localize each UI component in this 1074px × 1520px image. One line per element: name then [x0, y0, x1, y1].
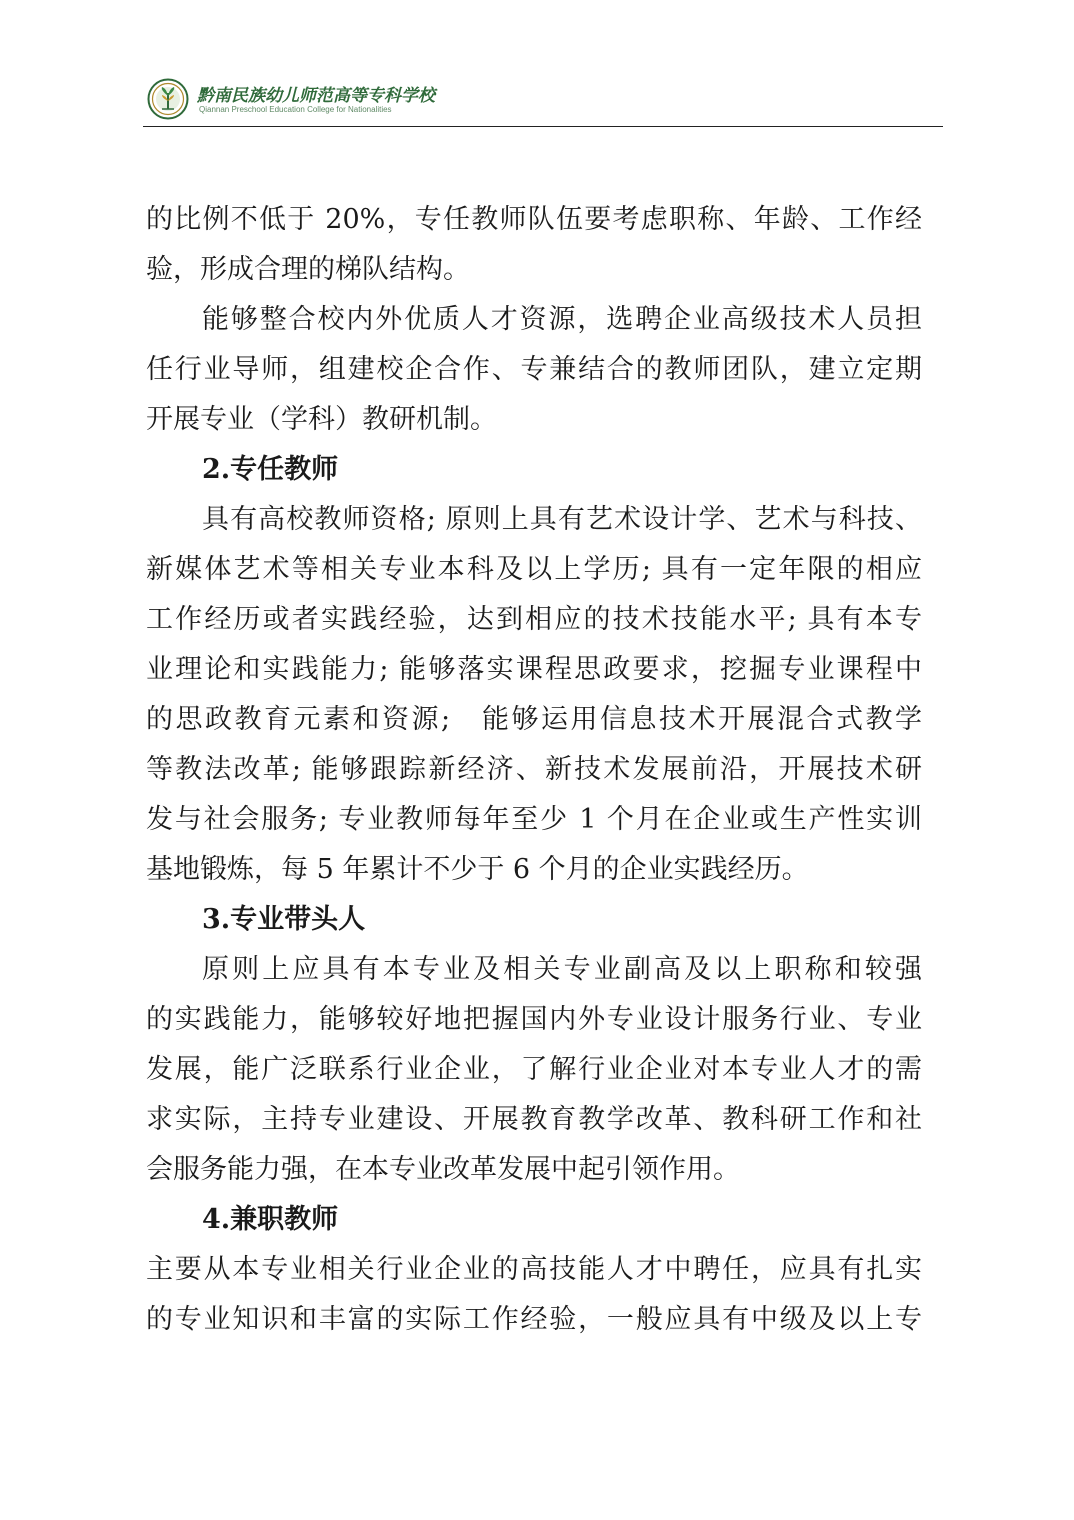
- document-body: [146, 195, 922, 1345]
- header-divider: [143, 126, 943, 127]
- text-line: 会服务能力强，在本专业改革发展中起引领作用。: [146, 1154, 740, 1185]
- text-line: 发与社会服务; 专业教师每年至少 1 个月在企业或生产性实训: [146, 804, 922, 835]
- text-line: 任行业导师，组建校企合作、专兼结合的教师团队，建立定期: [146, 354, 922, 385]
- paragraph-first-line: 原则上应具有本专业及相关专业副高及以上职称和较强: [202, 954, 922, 985]
- section-heading-program-leader: 3.专业带头人: [202, 904, 366, 935]
- text-line: 验，形成合理的梯队结构。: [146, 254, 470, 285]
- school-name-english: Qiannan Preschool Education College for Nationalities: [199, 105, 392, 114]
- text-line: 主要从本专业相关行业企业的高技能人才中聘任，应具有扎实: [146, 1254, 922, 1285]
- school-logo-icon: [147, 78, 189, 120]
- text-line: 发展，能广泛联系行业企业，了解行业企业对本专业人才的需: [146, 1054, 922, 1085]
- text-line: 求实际，主持专业建设、开展教育教学改革、教科研工作和社: [146, 1104, 922, 1135]
- text-line: 的比例不低于 20%，专任教师队伍要考虑职称、年龄、工作经: [146, 204, 922, 235]
- page-header: [143, 72, 943, 128]
- school-name: 黔南民族幼儿师范高等专科学校: [197, 86, 435, 106]
- text-line: 基地锻炼，每 5 年累计不少于 6 个月的企业实践经历。: [146, 854, 809, 885]
- text-line: 的思政教育元素和资源; 能够运用信息技术开展混合式教学: [146, 704, 922, 735]
- text-line: 等教法改革; 能够跟踪新经济、新技术发展前沿，开展技术研: [146, 754, 922, 785]
- text-line: 的专业知识和丰富的实际工作经验，一般应具有中级及以上专: [146, 1304, 922, 1335]
- text-line: 工作经历或者实践经验，达到相应的技术技能水平; 具有本专: [146, 604, 922, 635]
- section-heading-full-time-teachers: 2.专任教师: [202, 454, 339, 485]
- section-heading-part-time-teachers: 4.兼职教师: [202, 1204, 339, 1235]
- text-line: 开展专业（学科）教研机制。: [146, 404, 497, 435]
- paragraph-first-line: 具有高校教师资格; 原则上具有艺术设计学、艺术与科技、: [202, 504, 922, 535]
- text-line: 业理论和实践能力; 能够落实课程思政要求，挖掘专业课程中: [146, 654, 922, 685]
- paragraph-first-line: 能够整合校内外优质人才资源，选聘企业高级技术人员担: [202, 304, 922, 335]
- text-line: 的实践能力，能够较好地把握国内外专业设计服务行业、专业: [146, 1004, 922, 1035]
- text-line: 新媒体艺术等相关专业本科及以上学历; 具有一定年限的相应: [146, 554, 922, 585]
